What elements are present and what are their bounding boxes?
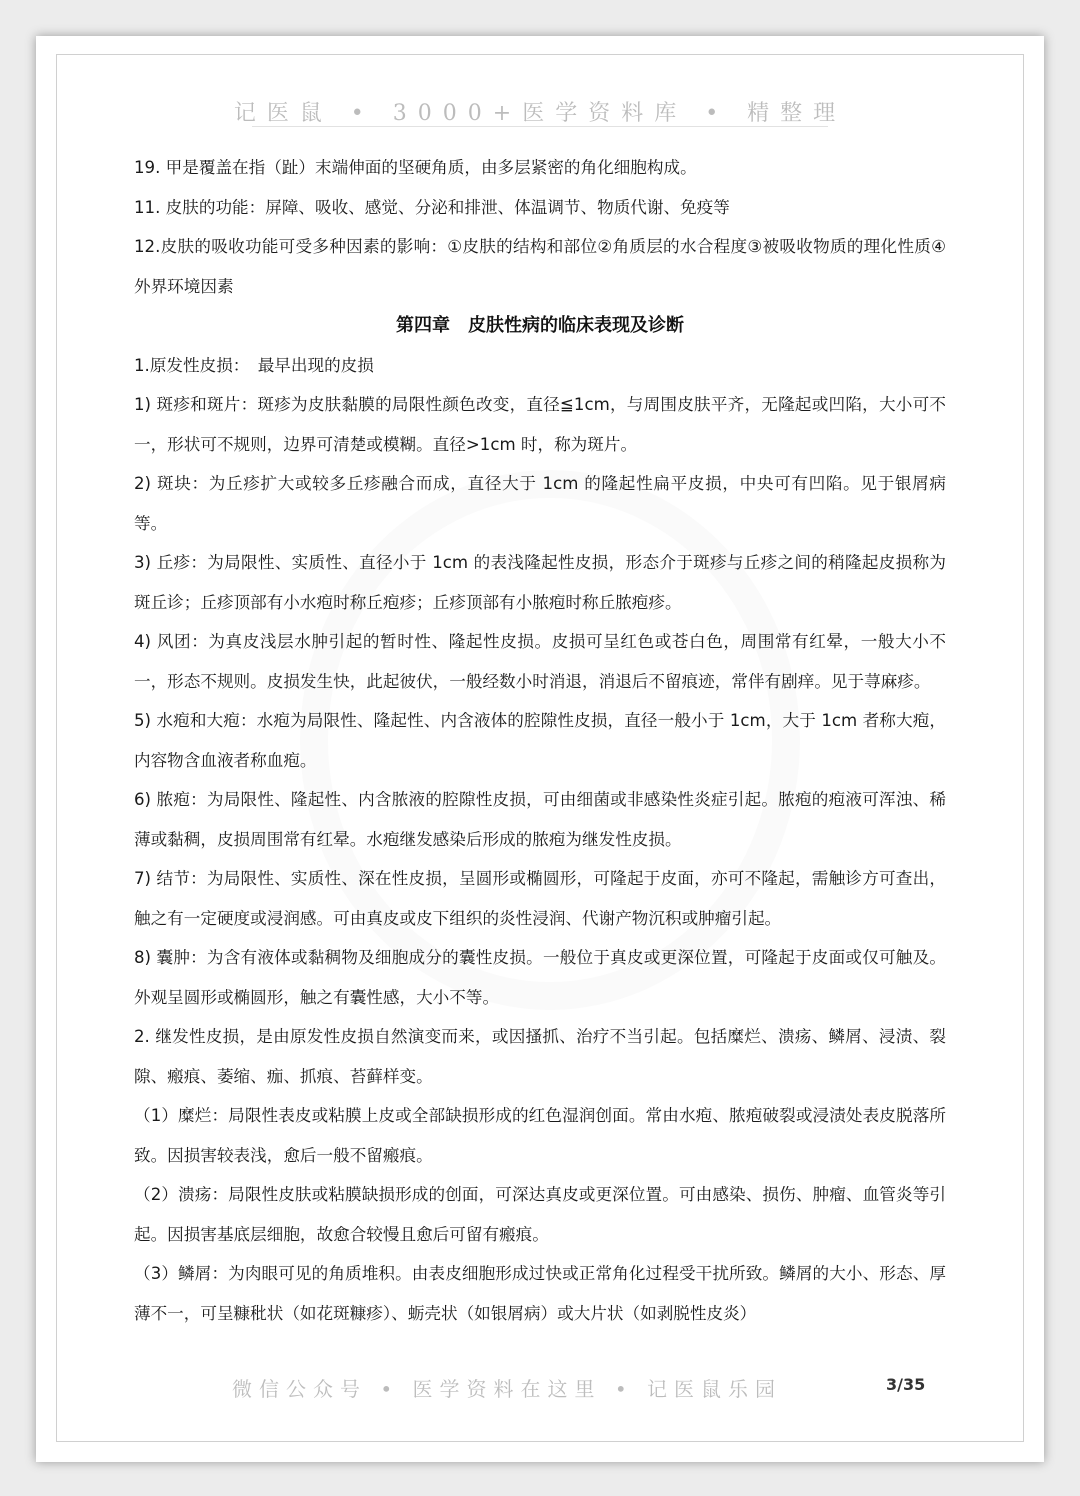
paragraph-nodule: 7) 结节：为局限性、实质性、深在性皮损，呈圆形或椭圆形，可隆起于皮面，亦可不隆起，需触诊方可查出，触之有一定硬度或浸润感。可由真皮或皮下组织的炎性浸润、代谢产物沉积或肿瘤引起。 <box>134 869 946 928</box>
paragraph-erosion: （1）糜烂：局限性表皮或粘膜上皮或全部缺损形成的红色湿润创面。常由水疱、脓疱破裂或浸渍处表皮脱落所致。因损害较表浅，愈后一般不留瘢痕。 <box>134 1106 946 1165</box>
paragraph-primary-lesion: 1.原发性皮损： 最早出现的皮损 <box>134 355 374 375</box>
paragraph-macule: 1) 斑疹和斑片：斑疹为皮肤黏膜的局限性颜色改变，直径≦1cm，与周围皮肤平齐，无隆起或凹陷，大小可不一，形状可不规则，边界可清楚或模糊。直径>1cm 时，称为斑片。 <box>134 395 946 454</box>
document-body <box>134 148 946 1333</box>
paragraph-pustule: 6) 脓疱：为局限性、隆起性、内含脓液的腔隙性皮损，可由细菌或非感染性炎症引起。脓疱的疱液可浑浊、稀薄或黏稠，皮损周围常有红晕。水疱继发感染后形成的脓疱为继发性皮损。 <box>134 790 946 849</box>
paragraph-plaque: 2) 斑块：为丘疹扩大或较多丘疹融合而成，直径大于 1cm 的隆起性扁平皮损，中央可有凹陷。见于银屑病等。 <box>134 474 946 533</box>
page-number: 3/35 <box>886 1375 926 1394</box>
header-divider <box>252 126 828 127</box>
chapter-title: 第四章 皮肤性病的临床表现及诊断 <box>396 315 684 336</box>
paragraph-wheal: 4) 风团：为真皮浅层水肿引起的暂时性、隆起性皮损。皮损可呈红色或苍白色，周围常有红晕，一般大小不一，形态不规则。皮损发生快，此起彼伏，一般经数小时消退，消退后不留痕迹，常伴有剧痒。见于荨麻疹。 <box>134 632 946 691</box>
paragraph-absorption: 12.皮肤的吸收功能可受多种因素的影响：①皮肤的结构和部位②角质层的水合程度③被吸收物质的理化性质④外界环境因素 <box>134 237 946 296</box>
paragraph-ulcer: （2）溃疡：局限性皮肤或粘膜缺损形成的创面，可深达真皮或更深位置。可由感染、损伤、肿瘤、血管炎等引起。因损害基底层细胞，故愈合较慢且愈后可留有瘢痕。 <box>134 1185 946 1244</box>
paragraph-vesicle: 5) 水疱和大疱：水疱为局限性、隆起性、内含液体的腔隙性皮损，直径一般小于 1cm，大于 1cm 者称大疱，内容物含血液者称血疱。 <box>134 711 946 770</box>
page-header: 记医鼠 • 3000+医学资料库 • 精整理 <box>233 101 847 126</box>
paragraph-nail: 19. 甲是覆盖在指（趾）末端伸面的坚硬角质，由多层紧密的角化细胞构成。 <box>134 158 697 177</box>
paragraph-scale: （3）鳞屑：为肉眼可见的角质堆积。由表皮细胞形成过快或正常角化过程受干扰所致。鳞屑的大小、形态、厚薄不一，可呈糠秕状（如花斑糠疹）、蛎壳状（如银屑病）或大片状（如剥脱性皮炎） <box>134 1264 946 1323</box>
paragraph-papule: 3) 丘疹：为局限性、实质性、直径小于 1cm 的表浅隆起性皮损，形态介于斑疹与丘疹之间的稍隆起皮损称为斑丘诊；丘疹顶部有小水疱时称丘疱疹；丘疹顶部有小脓疱时称丘脓疱疹。 <box>134 553 946 612</box>
page-footer: 微信公众号 • 医学资料在这里 • 记医鼠乐园 <box>232 1377 783 1401</box>
paragraph-cyst: 8) 囊肿：为含有液体或黏稠物及细胞成分的囊性皮损。一般位于真皮或更深位置，可隆起于皮面或仅可触及。外观呈圆形或椭圆形，触之有囊性感，大小不等。 <box>134 948 946 1007</box>
paragraph-skin-function: 11. 皮肤的功能：屏障、吸收、感觉、分泌和排泄、体温调节、物质代谢、免疫等 <box>134 197 730 217</box>
paragraph-secondary-lesion: 2. 继发性皮损，是由原发性皮损自然演变而来，或因搔抓、治疗不当引起。包括糜烂、溃疡、鳞屑、浸渍、裂隙、瘢痕、萎缩、痂、抓痕、苔藓样变。 <box>134 1027 946 1086</box>
